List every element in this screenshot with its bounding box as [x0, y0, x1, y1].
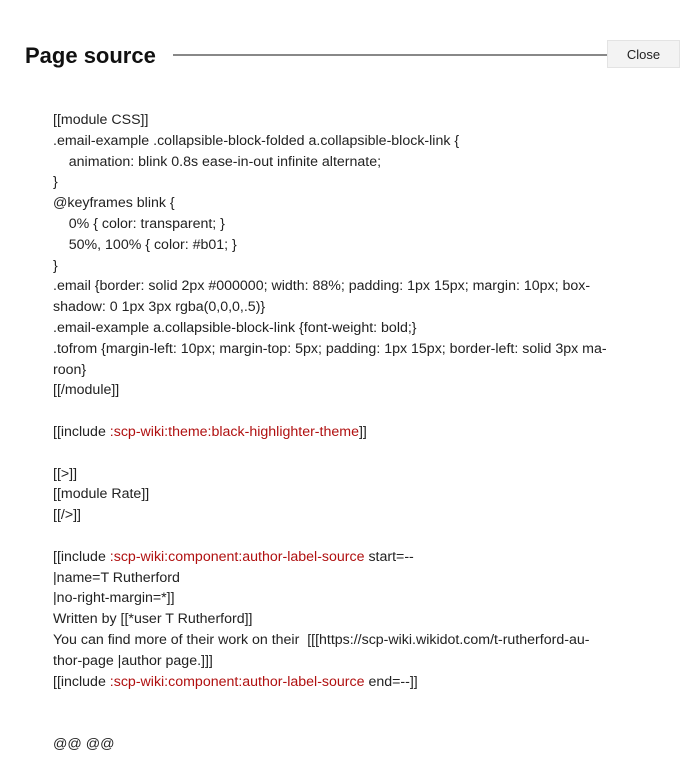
source-blank-line [53, 401, 653, 422]
source-line-include [53, 547, 653, 568]
source-line: [[module Rate]] [53, 486, 150, 503]
source-line: [[module CSS]] [53, 112, 149, 128]
source-line: shadow: 0 1px 3px rgba(0,0,0,.5)} [53, 299, 266, 316]
include-suffix: ]] [358, 423, 367, 440]
dialog-header [0, 0, 700, 100]
source-line-include [53, 672, 653, 693]
source-line: |name=T Rutherford [53, 569, 180, 586]
source-line: [[>]] [53, 465, 78, 482]
source-line: 50%, 100% { color: #b01; } [53, 236, 237, 253]
source-line: Written by [[*user T Rutherford]] [53, 611, 253, 628]
close-button[interactable]: Close [607, 40, 680, 68]
source-line: animation: blink 0.8s ease-in-out infinite alternate; [53, 153, 382, 170]
source-line: You can find more of their work on their [[[https://scp-wiki.wikidot.com/t-rutherford-au- [53, 631, 590, 648]
source-line: .email {border: solid 2px #000000; width: 88%; padding: 1px 15px; margin: 10px; box- [53, 278, 591, 295]
include-prefix: [[include [53, 673, 110, 690]
source-blank-line [53, 443, 653, 464]
include-prefix: [[include [53, 423, 110, 440]
source-line: [[/>]] [53, 507, 81, 524]
source-spacer [53, 692, 653, 734]
page-title: Page source [25, 43, 156, 68]
source-line-include [53, 422, 653, 443]
include-suffix: end=--]] [364, 673, 418, 690]
source-line: .email-example a.collapsible-block-link {font-weight: bold;} [53, 319, 417, 336]
source-line: } [53, 174, 58, 191]
source-line: .tofrom {margin-left: 10px; margin-top: 5px; padding: 1px 15px; border-left: solid 3px ma- [53, 340, 607, 357]
source-line: thor-page |author page.]]] [53, 652, 213, 669]
source-line: .email-example .collapsible-block-folded a.collapsible-block-link { [53, 132, 460, 149]
include-page-link[interactable]: :scp-wiki:component:author-label-source [109, 548, 365, 565]
source-line: 0% { color: transparent; } [53, 215, 225, 232]
page-source-content [53, 110, 653, 755]
source-line: roon} [53, 361, 87, 378]
source-line: } [53, 257, 58, 274]
title-divider [173, 54, 607, 56]
source-line: @keyframes blink { [53, 195, 175, 212]
source-line: |no-right-margin=*]] [53, 590, 175, 607]
include-suffix: start=-- [364, 548, 414, 565]
source-footer-line: @@ @@ [53, 735, 115, 752]
source-blank-line [53, 526, 653, 547]
include-page-link[interactable]: :scp-wiki:theme:black-highlighter-theme [109, 423, 359, 440]
include-prefix: [[include [53, 548, 110, 565]
include-page-link[interactable]: :scp-wiki:component:author-label-source [109, 673, 365, 690]
source-line: [[/module]] [53, 382, 120, 399]
